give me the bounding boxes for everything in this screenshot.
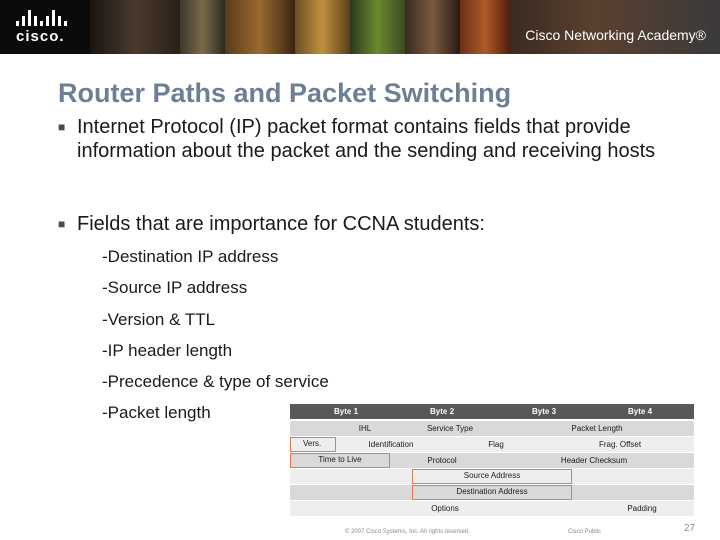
bullet-item [58, 115, 698, 163]
banner-photo [350, 0, 405, 54]
header-field: Identification [368, 440, 414, 449]
banner-photo [180, 0, 225, 54]
square-bullet-icon: ■ [58, 217, 66, 231]
byte-header-row [290, 404, 694, 419]
header-field-row [290, 437, 694, 452]
sub-item: -Version & TTL [102, 310, 216, 329]
banner-photo [225, 0, 295, 54]
banner-photo [295, 0, 350, 54]
banner-photo [90, 0, 180, 54]
header-field-row [290, 421, 694, 436]
sub-item: -IP header length [102, 341, 233, 360]
header-field: IHL [358, 424, 372, 433]
byte-column-header: Byte 3 [532, 407, 557, 416]
header-field-row [290, 453, 694, 468]
sub-item: -Packet length [102, 403, 211, 422]
header-field-row [290, 485, 694, 500]
header-field-row [290, 469, 694, 484]
cisco-logo [14, 8, 74, 46]
banner-photo [405, 0, 460, 54]
classification-label: Cisco Public [568, 529, 602, 535]
sub-item: -Source IP address [102, 278, 248, 297]
header-field-highlighted: Time to Live [290, 453, 390, 468]
header-field: Protocol [427, 456, 457, 465]
bullet-text: Internet Protocol (IP) packet format contains fields that provide information about the packet and the sending and receiving hosts [77, 116, 656, 162]
academy-name: Cisco Networking Academy® [525, 27, 706, 43]
cisco-logo-text: cisco. [16, 28, 65, 45]
bullet-text: Fields that are importance for CCNA students: [77, 213, 485, 235]
header-field: Frag. Offset [598, 440, 642, 449]
sub-item: -Destination IP address [102, 247, 279, 266]
byte-column-header: Byte 4 [628, 407, 653, 416]
ip-header-diagram [290, 404, 694, 516]
byte-column-header: Byte 2 [430, 407, 455, 416]
banner-photo [460, 0, 510, 54]
header-field: Header Checksum [560, 456, 628, 465]
header-field: Padding [627, 504, 657, 513]
bullet-item [58, 212, 698, 236]
header-field: Options [431, 504, 459, 513]
header-field-highlighted: Vers. [290, 437, 336, 452]
square-bullet-icon: ■ [58, 120, 66, 134]
header-field-highlighted: Source Address [412, 469, 572, 484]
header-field: Service Type [426, 424, 474, 433]
byte-column-header: Byte 1 [334, 407, 359, 416]
header-field-highlighted: Destination Address [412, 485, 572, 500]
slide-title: Router Paths and Packet Switching [58, 78, 512, 108]
header-field: Flag [488, 440, 504, 449]
sub-item: -Precedence & type of service [102, 372, 329, 391]
copyright-notice: © 2007 Cisco Systems, Inc. All rights reserved. [345, 529, 470, 535]
header-field: Packet Length [571, 424, 623, 433]
header-banner [0, 0, 720, 54]
page-number: 27 [684, 523, 696, 534]
cisco-bridge-icon [16, 10, 72, 26]
header-field-row [290, 501, 694, 516]
